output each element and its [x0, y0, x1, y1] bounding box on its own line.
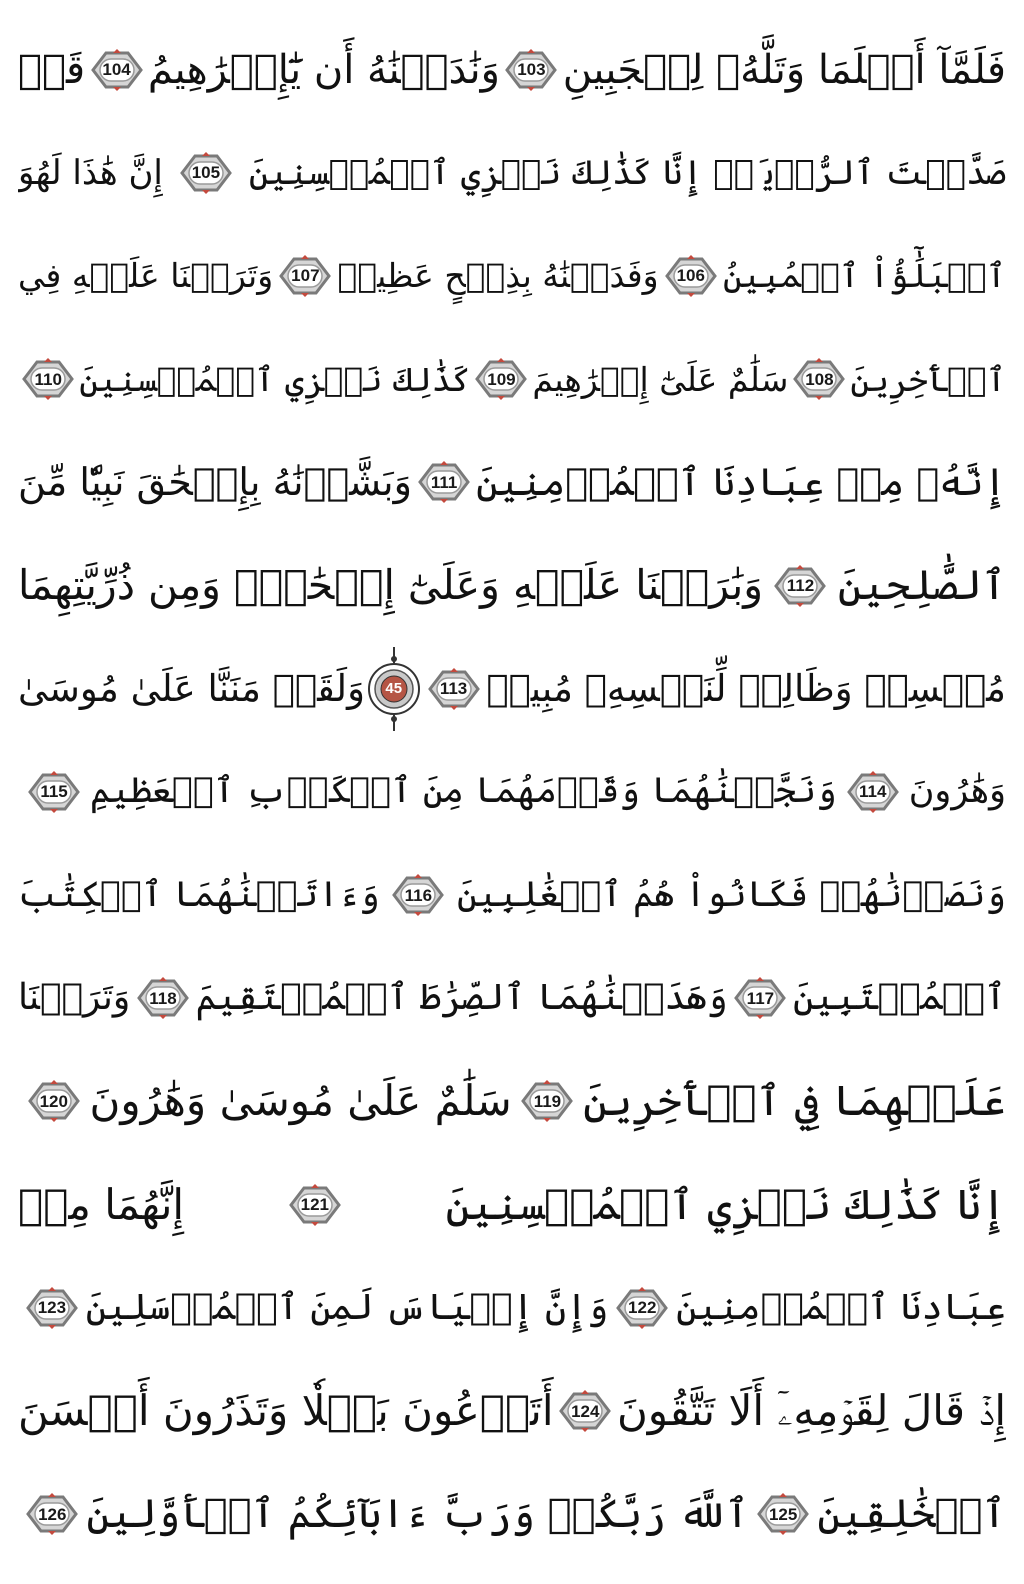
ayah-marker-icon [769, 565, 831, 607]
verse-text: ٱللَّهَ رَبَّكُمۡ وَرَبَّ ءَابَآئِكُمُ ٱلۡأَوَّلِينَ [86, 1491, 749, 1538]
verse-text: وَفَدَيۡنَٰهُ بِذِبۡحٍ عَظِيمٖ [337, 256, 659, 296]
ayah-number: 116 [404, 885, 433, 905]
ayah-number: 103 [517, 60, 546, 80]
verse-text: ٱلۡمُسۡتَبِينَ [793, 977, 1006, 1019]
verse-text: وَبَشَّرۡنَٰهُ بِإِسۡحَٰقَ نَبِيّٗا مِّنَ [18, 460, 412, 505]
ayah-marker-icon [284, 1184, 346, 1226]
ayah-number: 121 [300, 1195, 330, 1215]
ayah-number: 104 [102, 60, 131, 80]
quran-line-11 [18, 1050, 1006, 1153]
verse-text: كَذَٰلِكَ نَجۡزِي ٱلۡمُحۡسِنِينَ [79, 359, 471, 399]
verse-text: أَتَدۡعُونَ بَعۡلٗا وَتَذَرُونَ أَحۡسَنَ [18, 1386, 554, 1436]
verse-text: وَلَقَدۡ مَنَنَّا عَلَىٰ مُوسَىٰ [18, 667, 365, 711]
verse-text: ٱلۡبَلَٰٓؤُاْ ٱلۡمُبِينُ [722, 256, 1006, 296]
ayah-marker-icon [660, 255, 722, 297]
verse-text: عَلَيۡهِمَا فِي ٱلۡأٓخِرِينَ [583, 1076, 1006, 1126]
quran-line-1 [18, 18, 1006, 121]
mushaf-page [18, 18, 1006, 1566]
ayah-number: 120 [39, 1091, 68, 1111]
hizb-number: 45 [385, 680, 403, 698]
quran-line-8 [18, 740, 1006, 843]
verse-text: مُحۡسِنٞ وَظَالِمٞ لِّنَفۡسِهِۦ مُبِينٞ [486, 667, 1006, 711]
ayah-number: 115 [40, 782, 68, 802]
ayah-marker-icon [21, 1287, 83, 1329]
ayah-marker-icon [23, 771, 85, 813]
ayah-marker-icon [752, 1493, 814, 1535]
verse-text: وَنَصَرۡنَٰهُمۡ فَكَانُواْ هُمُ ٱلۡغَٰلِبِينَ [456, 874, 1006, 915]
verse-text: قَدۡ [18, 46, 86, 93]
ayah-marker-icon [470, 358, 532, 400]
verse-text: عِبَادِنَا ٱلۡمُؤۡمِنِينَ [676, 1286, 1006, 1328]
ayah-marker-icon [21, 1493, 83, 1535]
verse-text: وَبَٰرَكۡنَا عَلَيۡهِ وَعَلَىٰٓ إِسۡحَٰقَۚ وَمِن ذُرِّيَّتِهِمَا [18, 561, 764, 610]
ayah-number: 118 [149, 988, 177, 1008]
ayah-number: 107 [291, 266, 320, 286]
quran-line-2 [18, 121, 1006, 224]
quran-line-6 [18, 534, 1006, 637]
verse-text: سَلَٰمٌ عَلَىٰٓ إِبۡرَٰهِيمَ [532, 359, 789, 399]
ayah-marker-icon [387, 874, 449, 916]
ayah-marker-icon [86, 49, 148, 91]
verse-text: وَتَرَكۡنَا [18, 977, 131, 1019]
quran-line-3 [18, 224, 1006, 327]
verse-text: وَنَٰدَيۡنَٰهُ أَن يَٰٓإِبۡرَٰهِيمُ [147, 46, 500, 93]
ayah-number: 122 [628, 1298, 657, 1318]
ayah-marker-icon [788, 358, 850, 400]
ayah-number: 114 [859, 782, 887, 802]
quran-line-5 [18, 431, 1006, 534]
verse-text: وَإِنَّ إِلۡيَاسَ لَمِنَ ٱلۡمُرۡسَلِينَ [85, 1286, 609, 1328]
ayah-number: 125 [768, 1504, 798, 1524]
ayah-marker-icon [554, 1390, 616, 1432]
quran-line-12 [18, 1153, 1006, 1256]
ayah-number: 119 [533, 1091, 562, 1111]
verse-text: ٱلۡخَٰلِقِينَ [817, 1491, 1006, 1538]
ayah-number: 109 [487, 369, 516, 389]
verse-text: سَلَٰمٌ عَلَىٰ مُوسَىٰ وَهَٰرُونَ [89, 1076, 512, 1126]
ayah-number: 111 [430, 472, 458, 492]
verse-text: وَنَجَّيۡنَٰهُمَا وَقَوۡمَهُمَا مِنَ ٱلۡكَرۡبِ ٱلۡعَظِيمِ [90, 771, 837, 812]
quran-line-15 [18, 1463, 1006, 1566]
ayah-marker-icon [500, 49, 562, 91]
quran-line-14 [18, 1359, 1006, 1462]
ayah-marker-icon [611, 1287, 673, 1329]
verse-text: إِنَّا كَذَٰلِكَ نَجۡزِي ٱلۡمُحۡسِنِينَ [445, 1179, 1006, 1229]
ayah-marker-icon [842, 771, 904, 813]
ayah-number: 112 [786, 576, 815, 596]
ayah-number: 126 [38, 1504, 67, 1524]
ayah-number: 110 [34, 369, 62, 389]
verse-text: وَءَاتَيۡنَٰهُمَا ٱلۡكِتَٰبَ [18, 874, 380, 915]
quran-line-4 [18, 328, 1006, 431]
ayah-marker-icon [23, 1080, 85, 1122]
verse-text: ٱلصَّٰلِحِينَ [837, 561, 1006, 610]
ayah-marker-icon [132, 977, 194, 1019]
ayah-marker-icon [18, 358, 79, 400]
ayah-number: 108 [805, 369, 834, 389]
ayah-number: 106 [676, 266, 705, 286]
quran-line-13 [18, 1256, 1006, 1359]
ayah-number: 113 [439, 679, 468, 699]
verse-text: صَدَّقۡتَ ٱلرُّءۡيَآۚ إِنَّا كَذَٰلِكَ نَجۡزِي ٱلۡمُحۡسِنِينَ [248, 152, 1006, 193]
ayah-number: 105 [191, 163, 221, 183]
verse-text: ٱلۡأٓخِرِينَ [850, 359, 1006, 399]
verse-text: وَتَرَكۡنَا عَلَيۡهِ فِي [18, 256, 274, 296]
ayah-number: 124 [571, 1401, 600, 1421]
quran-line-9 [18, 844, 1006, 947]
hizb-marker-icon [367, 647, 421, 731]
quran-line-7 [18, 637, 1006, 740]
ayah-marker-icon [516, 1080, 578, 1122]
verse-text: وَهَدَيۡنَٰهُمَا ٱلصِّرَٰطَ ٱلۡمُسۡتَقِيمَ [195, 977, 728, 1019]
ayah-marker-icon [423, 668, 485, 710]
verse-text: وَهَٰرُونَ [908, 771, 1006, 812]
verse-text: إِنَّ هَٰذَا لَهُوَ [18, 152, 163, 193]
quran-line-10 [18, 947, 1006, 1050]
ayah-marker-icon [175, 152, 237, 194]
verse-text: إِنَّهُۥ مِنۡ عِبَادِنَا ٱلۡمُؤۡمِنِينَ [476, 460, 1006, 505]
ayah-marker-icon [274, 255, 336, 297]
ayah-number: 117 [746, 988, 775, 1008]
verse-text: فَلَمَّآ أَسۡلَمَا وَتَلَّهُۥ لِلۡجَبِينِ [562, 46, 1006, 93]
verse-text: إِذۡ قَالَ لِقَوۡمِهِۦٓ أَلَا تَتَّقُونَ [616, 1386, 1006, 1436]
ayah-marker-icon [729, 977, 791, 1019]
ayah-number: 123 [37, 1298, 67, 1318]
verse-text: إِنَّهُمَا مِنۡ [18, 1179, 185, 1229]
ayah-marker-icon [413, 461, 475, 503]
